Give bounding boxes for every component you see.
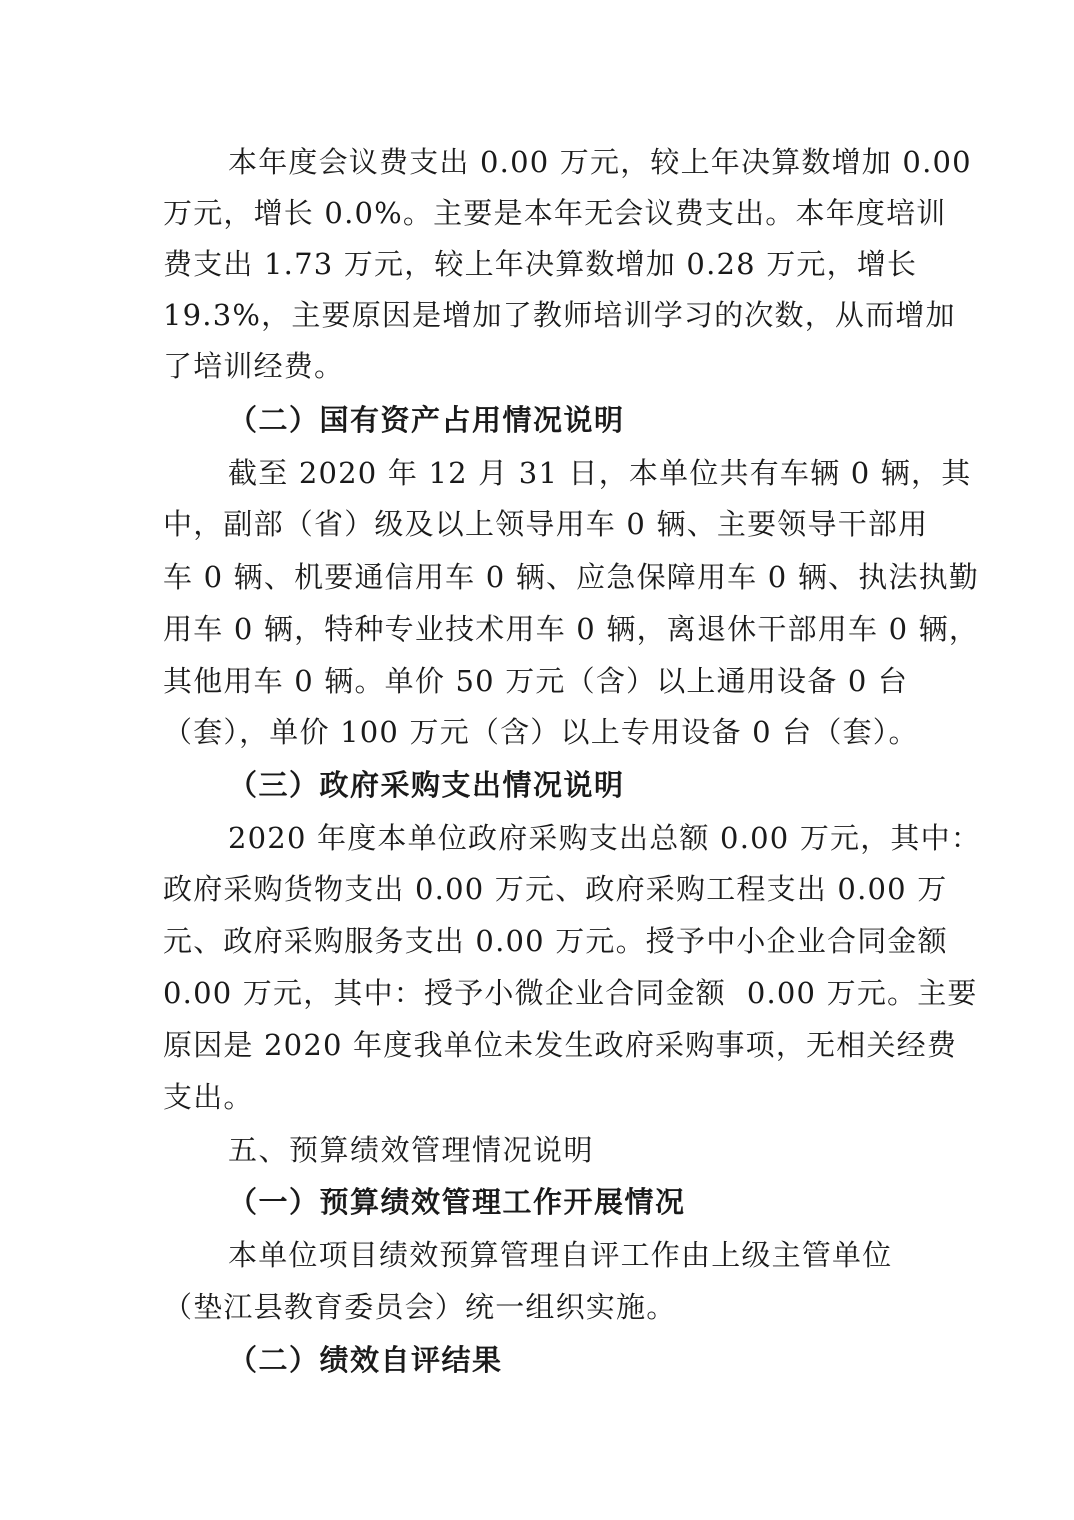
text-line: 车 0 辆、机要通信用车 0 辆、应急保障用车 0 辆、执法执勤 [163, 560, 980, 594]
text-line: 本年度会议费支出 0.00 万元，较上年决算数增加 0.00 [228, 145, 972, 179]
text-line: （垫江县教育委员会）统一组织实施。 [163, 1290, 677, 1324]
section-heading-state-assets: （二）国有资产占用情况说明 [228, 403, 625, 437]
text-line: 中，副部（省）级及以上领导用车 0 辆、主要领导干部用 [163, 507, 929, 541]
text-line: 万元，增长 0.0%。主要是本年无会议费支出。本年度培训 [163, 196, 947, 230]
text-line: （套），单价 100 万元（含）以上专用设备 0 台（套）。 [163, 715, 919, 749]
text-line: 2020 年度本单位政府采购支出总额 0.00 万元，其中： [228, 821, 982, 855]
section-heading-procurement: （三）政府采购支出情况说明 [228, 768, 625, 802]
text-line: 政府采购货物支出 0.00 万元、政府采购工程支出 0.00 万 [163, 872, 948, 906]
subsection-heading-self-evaluation-result: （二）绩效自评结果 [228, 1343, 503, 1377]
text-line: 用车 0 辆，特种专业技术用车 0 辆，离退休干部用车 0 辆， [163, 612, 980, 646]
subsection-heading-performance-work: （一）预算绩效管理工作开展情况 [228, 1185, 686, 1219]
text-line: 元、政府采购服务支出 0.00 万元。授予中小企业合同金额 [163, 924, 948, 958]
text-line: 0.00 万元，其中：授予小微企业合同金额 0.00 万元。主要 [163, 976, 978, 1010]
text-line: 本单位项目绩效预算管理自评工作由上级主管单位 [228, 1238, 893, 1272]
section-heading-budget-performance: 五、预算绩效管理情况说明 [228, 1133, 595, 1167]
text-line: 原因是 2020 年度我单位未发生政府采购事项，无相关经费 [163, 1028, 958, 1062]
text-line: 截至 2020 年 12 月 31 日，本单位共有车辆 0 辆，其 [228, 456, 972, 490]
text-line: 支出。 [163, 1080, 254, 1114]
text-line: 19.3%，主要原因是增加了教师培训学习的次数，从而增加 [163, 298, 956, 332]
text-line: 费支出 1.73 万元，较上年决算数增加 0.28 万元，增长 [163, 247, 918, 281]
text-line: 了培训经费。 [163, 349, 345, 383]
text-line: 其他用车 0 辆。单价 50 万元（含）以上通用设备 0 台 [163, 664, 909, 698]
